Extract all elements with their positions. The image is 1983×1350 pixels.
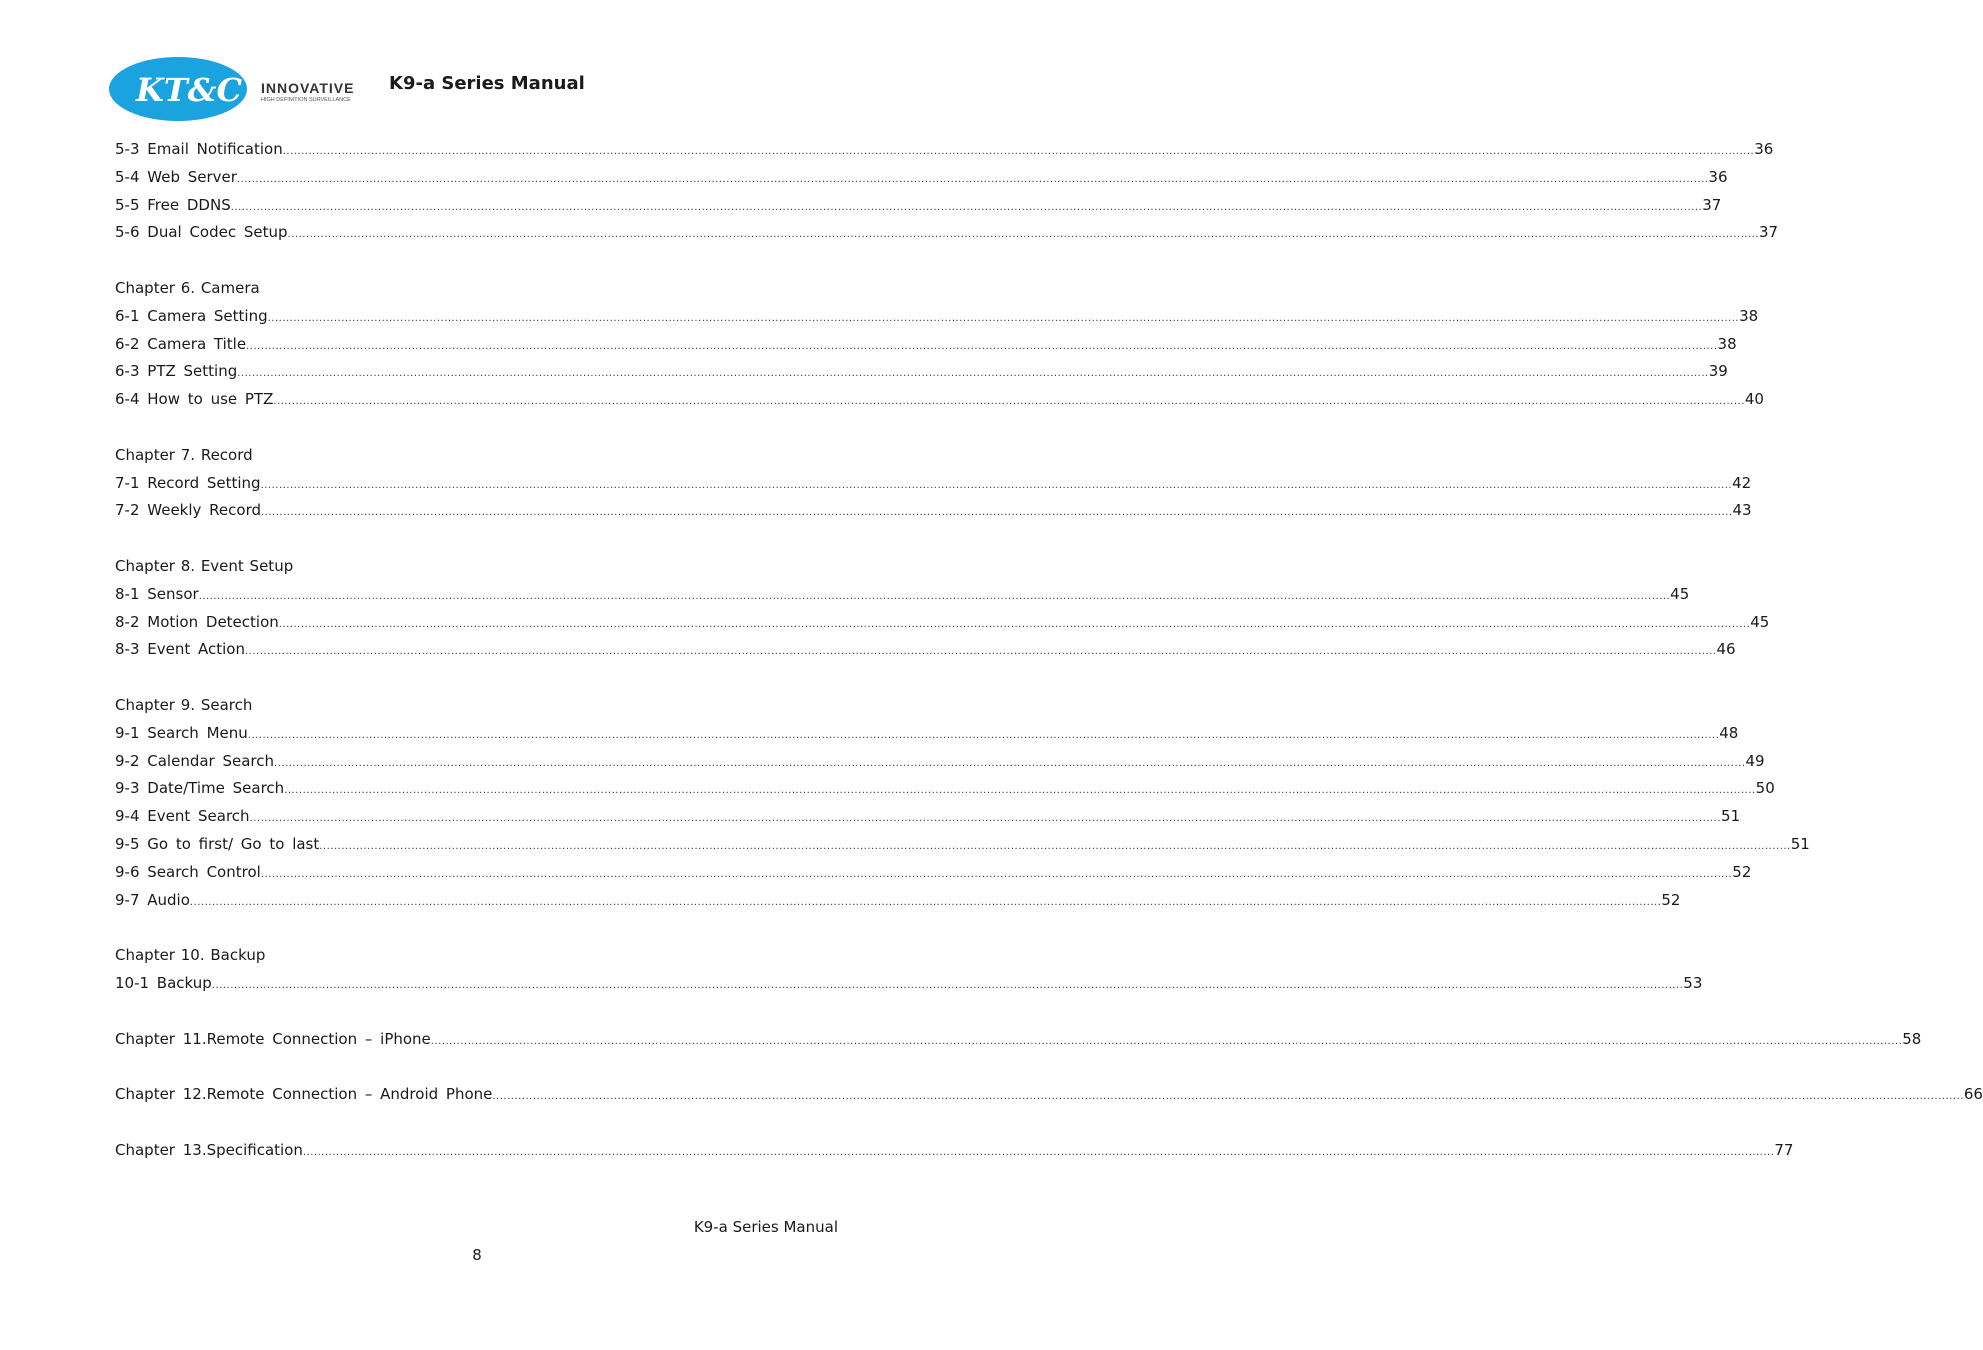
toc-entry[interactable] [115,136,1774,164]
toc-dot-leader: ................................................................................................................................................................................................................................................................................................................................................................................................................ [230,201,1703,213]
toc-page-number: 49 [1745,751,1765,770]
toc-dot-leader: ................................................................................................................................................................................................................................................................................................................................................................................................................ [260,479,1733,491]
toc-entry-label: Chapter 11.Remote Connection – iPhone [115,1029,431,1048]
toc-entry-label: 9-2 Calendar Search [115,751,275,770]
toc-page-number: 37 [1702,195,1722,214]
toc-entry-label: 6-4 How to use PTZ [115,390,274,409]
toc-entry-label: 6-1 Camera Setting [115,306,268,325]
toc-page-number: 51 [1790,834,1810,853]
toc-dot-leader: ................................................................................................................................................................................................................................................................................................................................................................................................................ [267,312,1740,324]
toc-entry[interactable] [115,386,1764,414]
toc-spacer [115,525,839,553]
toc-dot-leader: ................................................................................................................................................................................................................................................................................................................................................................................................................ [492,1091,1964,1103]
toc-chapter-heading [115,275,839,303]
toc-dot-leader: ................................................................................................................................................................................................................................................................................................................................................................................................................ [244,646,1717,658]
table-of-contents [115,136,1983,1164]
toc-dot-leader: ................................................................................................................................................................................................................................................................................................................................................................................................................ [237,368,1709,380]
toc-dot-leader: ................................................................................................................................................................................................................................................................................................................................................................................................................ [249,813,1722,825]
toc-page-number: 45 [1670,584,1690,603]
toc-entry[interactable] [115,164,1728,192]
toc-page-number: 50 [1755,779,1775,798]
toc-dot-leader: ................................................................................................................................................................................................................................................................................................................................................................................................................ [247,729,1720,741]
toc-entry[interactable] [115,358,1728,386]
toc-entry[interactable] [115,192,1722,220]
logo-tagline: HIGH DEFINITION SURVEILLANCE [261,97,351,103]
toc-page-number: 58 [1902,1029,1922,1048]
toc-entry[interactable] [115,609,1770,637]
page-number: 8 [472,1246,482,1264]
toc-entry-label: 9-5 Go to first/ Go to last [115,834,320,853]
toc-page-number: 42 [1732,473,1752,492]
toc-spacer [115,664,839,692]
ktc-logo [108,56,368,124]
toc-entry[interactable] [115,859,1752,887]
toc-page-number: 43 [1732,501,1752,520]
document-title: K9-a Series Manual [389,73,585,94]
toc-spacer [115,414,839,442]
toc-page-number: 48 [1719,723,1739,742]
toc-entry[interactable] [115,803,1741,831]
toc-entry[interactable] [115,303,1759,331]
toc-dot-leader: ................................................................................................................................................................................................................................................................................................................................................................................................................ [260,868,1733,880]
toc-page-number: 51 [1721,807,1741,826]
toc-entry[interactable] [115,497,1752,525]
toc-entry[interactable] [115,970,1703,998]
toc-entry[interactable] [115,331,1737,359]
toc-dot-leader: ................................................................................................................................................................................................................................................................................................................................................................................................................ [302,1146,1775,1158]
toc-dot-leader: ................................................................................................................................................................................................................................................................................................................................................................................................................ [246,340,1718,352]
toc-entry-label: Chapter 13.Specification [115,1140,303,1159]
toc-spacer [115,247,839,275]
toc-page-number: 46 [1716,640,1736,659]
toc-page-number: 39 [1708,362,1728,381]
toc-page-number: 37 [1759,223,1779,242]
toc-chapter-heading [115,442,839,470]
toc-spacer [115,1053,839,1081]
toc-dot-leader: ................................................................................................................................................................................................................................................................................................................................................................................................................ [284,785,1756,797]
toc-entry-label: Chapter 7. Record [115,445,253,464]
toc-dot-leader: ................................................................................................................................................................................................................................................................................................................................................................................................................ [287,229,1760,241]
toc-chapter-heading [115,942,839,970]
toc-entry-label: Chapter 12.Remote Connection – Android Phone [115,1085,493,1104]
toc-entry-label: Chapter 10. Backup [115,946,266,965]
toc-dot-leader: ................................................................................................................................................................................................................................................................................................................................................................................................................ [319,840,1791,852]
toc-entry-label: 10-1 Backup [115,973,212,992]
toc-dot-leader: ................................................................................................................................................................................................................................................................................................................................................................................................................ [261,507,1733,519]
toc-entry[interactable] [115,219,1779,247]
toc-entry-label: Chapter 9. Search [115,695,253,714]
toc-entry-label: 9-3 Date/Time Search [115,779,285,798]
toc-entry[interactable] [115,887,1681,915]
toc-dot-leader: ................................................................................................................................................................................................................................................................................................................................................................................................................ [274,757,1746,769]
toc-page-number: 52 [1661,890,1681,909]
toc-entry[interactable] [115,831,1810,859]
toc-entry-label: 8-1 Sensor [115,584,199,603]
toc-entry-label: 9-4 Event Search [115,807,250,826]
toc-dot-leader: ................................................................................................................................................................................................................................................................................................................................................................................................................ [198,590,1671,602]
toc-entry-label: 8-3 Event Action [115,640,245,659]
toc-entry[interactable] [115,1081,1983,1109]
toc-spacer [115,998,839,1026]
page-header [108,56,708,124]
toc-page-number: 38 [1717,334,1737,353]
toc-entry-label: 9-7 Audio [115,890,190,909]
toc-entry-label: 5-3 Email Notification [115,140,283,158]
toc-dot-leader: ................................................................................................................................................................................................................................................................................................................................................................................................................ [273,396,1745,408]
toc-entry[interactable] [115,775,1775,803]
toc-dot-leader: ................................................................................................................................................................................................................................................................................................................................................................................................................ [236,173,1709,185]
toc-entry-label: 8-2 Motion Detection [115,612,279,631]
toc-dot-leader: ................................................................................................................................................................................................................................................................................................................................................................................................................ [211,979,1684,991]
toc-page-number: 45 [1750,612,1770,631]
logo-mark: KT&C [136,71,242,109]
toc-dot-leader: ................................................................................................................................................................................................................................................................................................................................................................................................................ [189,896,1662,908]
toc-page-number: 36 [1754,140,1774,158]
toc-dot-leader: ................................................................................................................................................................................................................................................................................................................................................................................................................ [430,1035,1903,1047]
toc-entry[interactable] [115,636,1736,664]
toc-entry-label: 7-2 Weekly Record [115,501,262,520]
toc-page-number: 40 [1744,390,1764,409]
toc-entry[interactable] [115,581,1690,609]
toc-dot-leader: ................................................................................................................................................................................................................................................................................................................................................................................................................ [282,146,1755,157]
toc-entry-label: 6-3 PTZ Setting [115,362,238,381]
logo-word: INNOVATIVE [261,80,355,96]
toc-entry-label: 7-1 Record Setting [115,473,261,492]
toc-spacer [115,1109,839,1137]
toc-page-number: 53 [1683,973,1703,992]
toc-entry-label: 5-5 Free DDNS [115,195,231,214]
toc-page-number: 52 [1732,862,1752,881]
toc-entry-label: 5-4 Web Server [115,167,237,186]
toc-entry[interactable] [115,470,1752,498]
toc-entry-label: Chapter 6. Camera [115,278,260,297]
footer-title: K9-a Series Manual [693,1218,838,1236]
toc-entry-label: 9-6 Search Control [115,862,261,881]
toc-entry-label: 5-6 Dual Codec Setup [115,223,288,242]
toc-page-number: 66 [1963,1085,1983,1104]
toc-entry[interactable] [115,1137,1794,1165]
toc-entry-label: 9-1 Search Menu [115,723,248,742]
toc-entry-label: 6-2 Camera Title [115,334,247,353]
toc-entry-label: Chapter 8. Event Setup [115,556,294,575]
toc-page-number: 36 [1708,167,1728,186]
toc-entry[interactable] [115,748,1765,776]
toc-chapter-heading [115,553,839,581]
toc-page-number: 77 [1774,1140,1794,1159]
toc-dot-leader: ................................................................................................................................................................................................................................................................................................................................................................................................................ [278,618,1751,630]
toc-entry[interactable] [115,720,1739,748]
toc-entry[interactable] [115,1026,1922,1054]
toc-spacer [115,914,839,942]
toc-page-number: 38 [1739,306,1759,325]
toc-chapter-heading [115,692,839,720]
